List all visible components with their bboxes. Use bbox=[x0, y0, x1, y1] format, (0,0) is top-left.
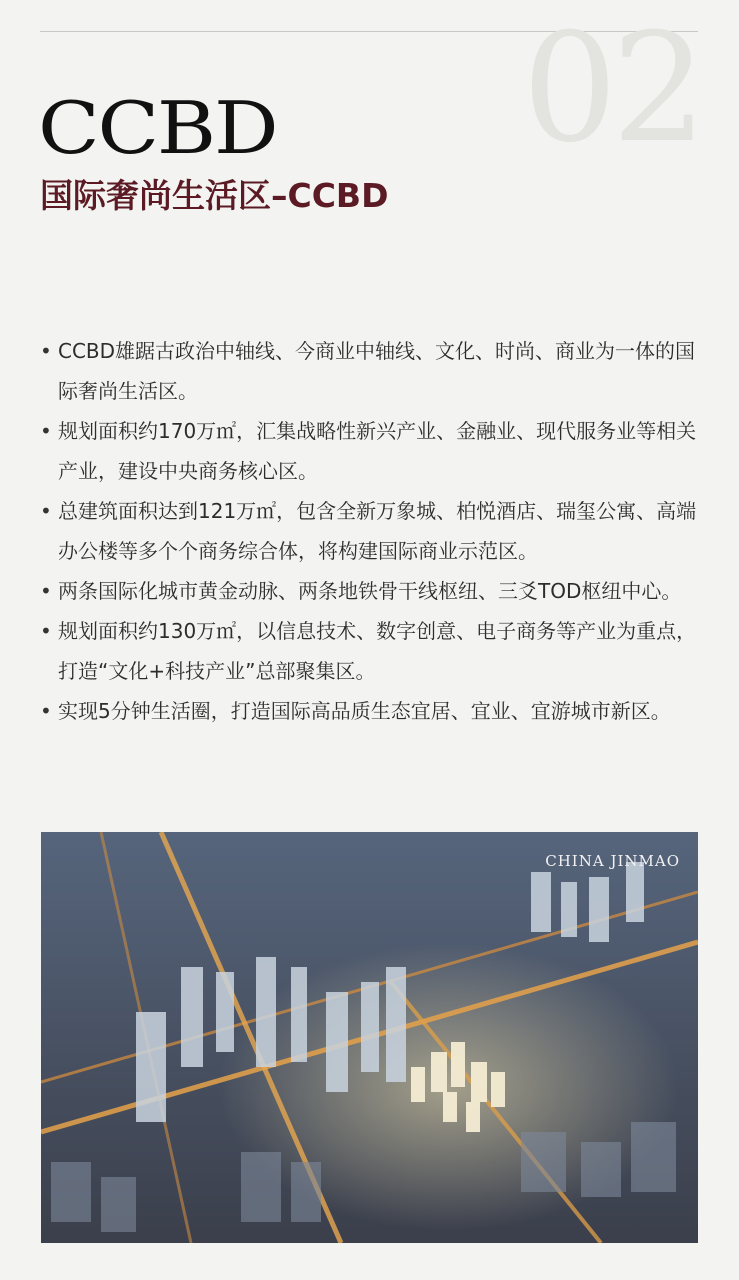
bullet-dot-icon: • bbox=[40, 419, 52, 443]
city-illustration bbox=[41, 832, 698, 1243]
bullet-dot-icon: • bbox=[40, 619, 52, 643]
aerial-city-image bbox=[41, 832, 698, 1243]
bullet-dot-icon: • bbox=[40, 499, 52, 523]
list-item: • 两条国际化城市黄金动脉、两条地铁骨干线枢纽、三爻TOD枢纽中心。 bbox=[40, 571, 700, 611]
brand-watermark: CHINA JINMAO bbox=[545, 852, 680, 870]
list-item: • 总建筑面积达到121万㎡，包含全新万象城、柏悦酒店、瑞玺公寓、高端办公楼等多个个商务综合体，将构建国际商业示范区。 bbox=[40, 491, 700, 571]
list-item: • 实现5分钟生活圈，打造国际高品质生态宜居、宜业、宜游城市新区。 bbox=[40, 691, 700, 731]
section-number: 02 bbox=[522, 2, 701, 176]
list-item: • 规划面积约130万㎡，以信息技术、数字创意、电子商务等产业为重点，打造“文化+科技产业”总部聚集区。 bbox=[40, 611, 700, 691]
list-item: • CCBD雄踞古政治中轴线、今商业中轴线、文化、时尚、商业为一体的国际奢尚生活区。 bbox=[40, 331, 700, 411]
bullet-dot-icon: • bbox=[40, 579, 52, 603]
list-item: • 规划面积约170万㎡，汇集战略性新兴产业、金融业、现代服务业等相关产业，建设中央商务核心区。 bbox=[40, 411, 700, 491]
feature-list bbox=[40, 331, 700, 731]
bullet-dot-icon: • bbox=[40, 339, 52, 363]
bullet-dot-icon: • bbox=[40, 699, 52, 723]
ccbd-logo: CCBD bbox=[38, 86, 277, 170]
page-subtitle: 国际奢尚生活区–CCBD bbox=[40, 176, 389, 215]
